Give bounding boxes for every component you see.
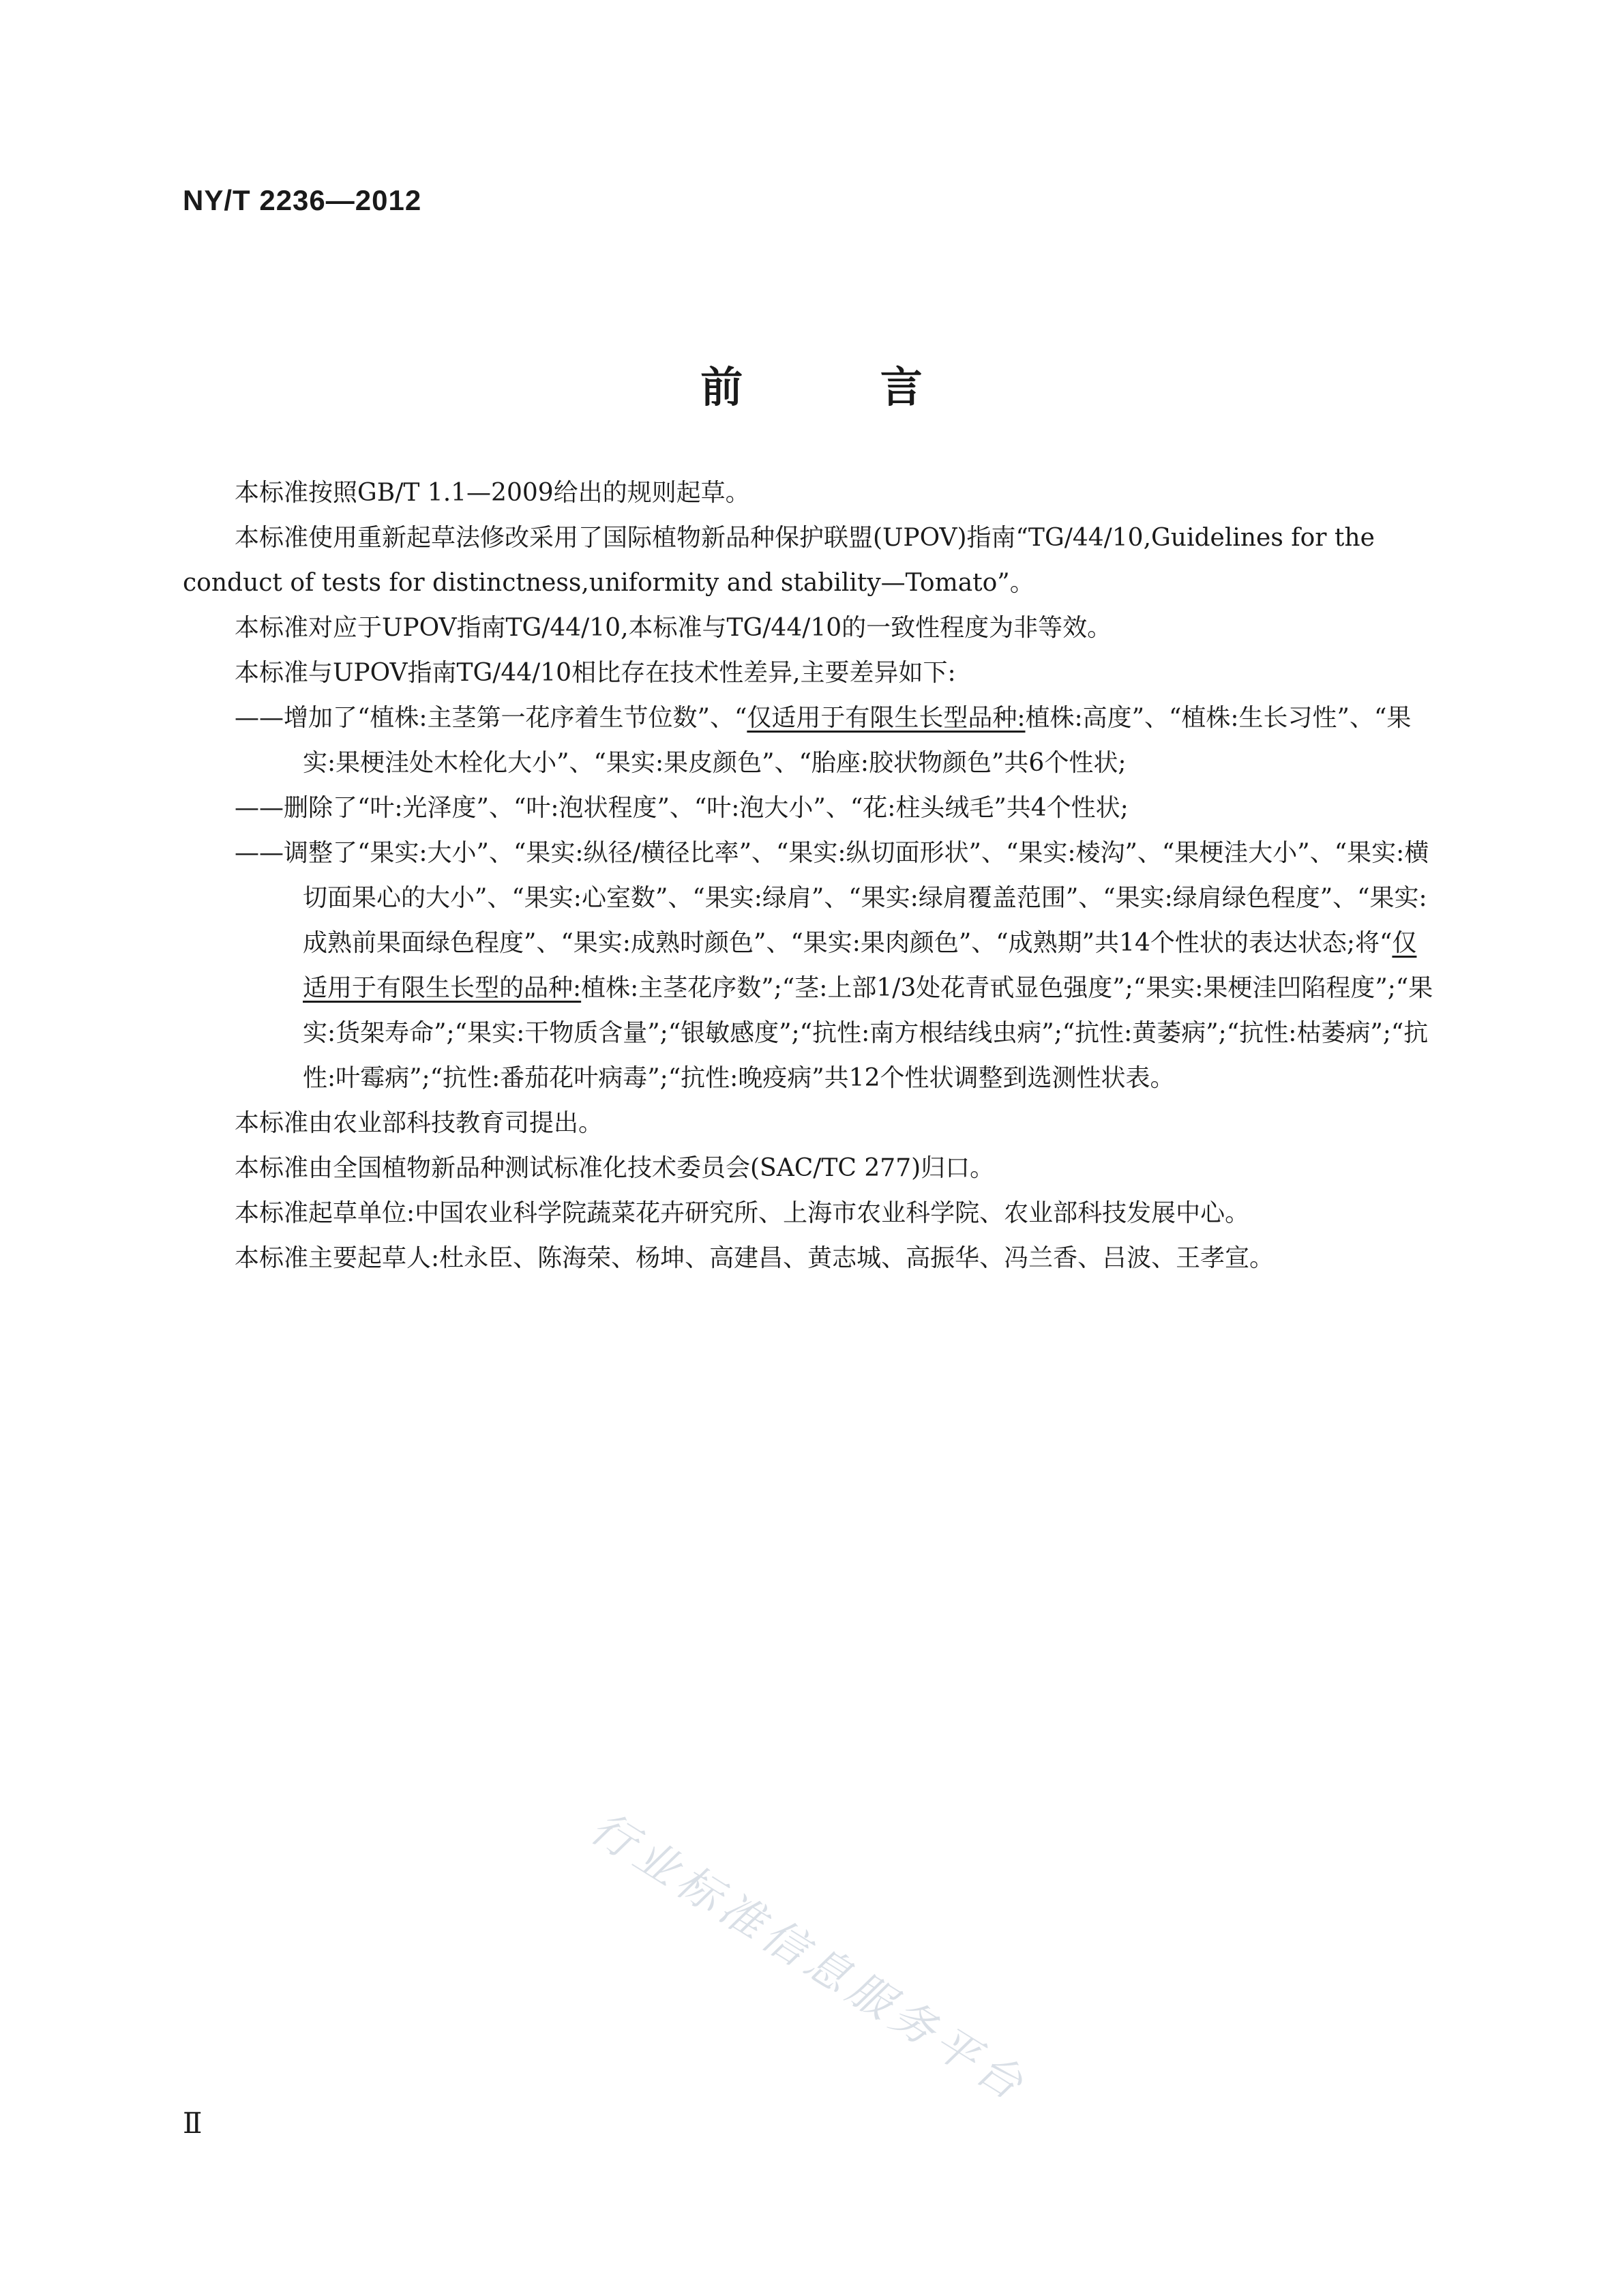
difference-item-adjusted-text-a: ——调整了“果实:大小”、“果实:纵径/横径比率”、“果实:纵切面形状”、“果实:棱沟”、“果梗洼大小”、“果实:横切面果心的大小”、“果实:心室数”、“果实:绿肩”、“果实:绿肩覆盖范围”、“果实:绿肩绿色程度”、“果实:成熟前果面绿色程度”、“果实:成熟时颜色”、“果实:果肉颜色”、“成熟期”共14个性状的表达状态;将“ <box>235 839 1429 957</box>
difference-item-added-underlined: 仅适用于有限生长型品种: <box>747 704 1026 732</box>
paragraph-drafters: 本标准主要起草人:杜永臣、陈海荣、杨坤、高建昌、黄志城、高振华、冯兰香、吕波、王孝宣。 <box>235 1244 1275 1272</box>
paragraph-proposer: 本标准由农业部科技教育司提出。 <box>235 1109 604 1137</box>
difference-item-adjusted-underlined: 仅适用于有限生长型的品种: <box>303 929 1417 1002</box>
difference-item-added-text-a: ——增加了“植株:主茎第一花序着生节位数”、“ <box>235 704 747 732</box>
paragraph-drafting-units: 本标准起草单位:中国农业科学院蔬菜花卉研究所、上海市农业科学院、农业部科技发展中心。 <box>235 1199 1250 1227</box>
difference-item-adjusted <box>183 831 1441 1101</box>
difference-item-adjusted-text-b: 植株:主茎花序数”;“茎:上部1/3处花青甙显色强度”;“果实:果梗洼凹陷程度”;“果实:货架寿命”;“果实:干物质含量”;“银敏感度”;“抗性:南方根结线虫病”;“抗性:黄萎病”;“抗性:枯萎病”;“抗性:叶霉病”;“抗性:番茄花叶病毒”;“抗性:晚疫病”共12个性状调整到选测性状表。 <box>303 974 1433 1092</box>
paragraph-differences-intro: 本标准与UPOV指南TG/44/10相比存在技术性差异,主要差异如下: <box>235 659 956 687</box>
paragraph-upov-adoption: 本标准使用重新起草法修改采用了国际植物新品种保护联盟(UPOV)指南“TG/44/10,Guidelines for the conduct of tests for distinctness,uniformity and stability—Tomato”。 <box>183 524 1375 597</box>
paragraph-administered-by: 本标准由全国植物新品种测试标准化技术委员会(SAC/TC 277)归口。 <box>235 1154 995 1182</box>
foreword-body <box>183 471 1441 1281</box>
watermark: 行业标准信息服务平台 <box>581 1802 1037 2113</box>
difference-item-deleted: ——删除了“叶:光泽度”、“叶:泡状程度”、“叶:泡大小”、“花:柱头绒毛”共4个性状; <box>235 794 1129 822</box>
page-title: 前 言 <box>700 362 984 412</box>
paragraph-equivalence: 本标准对应于UPOV指南TG/44/10,本标准与TG/44/10的一致性程度为非等效。 <box>235 614 1112 642</box>
difference-item-added-text-b: 植株:高度”、“植株:生长习性”、“果实:果梗洼处木栓化大小”、“果实:果皮颜色”、“胎座:胶状物颜色”共6个性状; <box>303 704 1412 777</box>
standard-code: NY/T 2236—2012 <box>183 184 422 216</box>
page-number: Ⅱ <box>183 2106 203 2140</box>
difference-item-added <box>183 696 1441 786</box>
paragraph-drafting-rules: 本标准按照GB/T 1.1—2009给出的规则起草。 <box>235 479 750 507</box>
